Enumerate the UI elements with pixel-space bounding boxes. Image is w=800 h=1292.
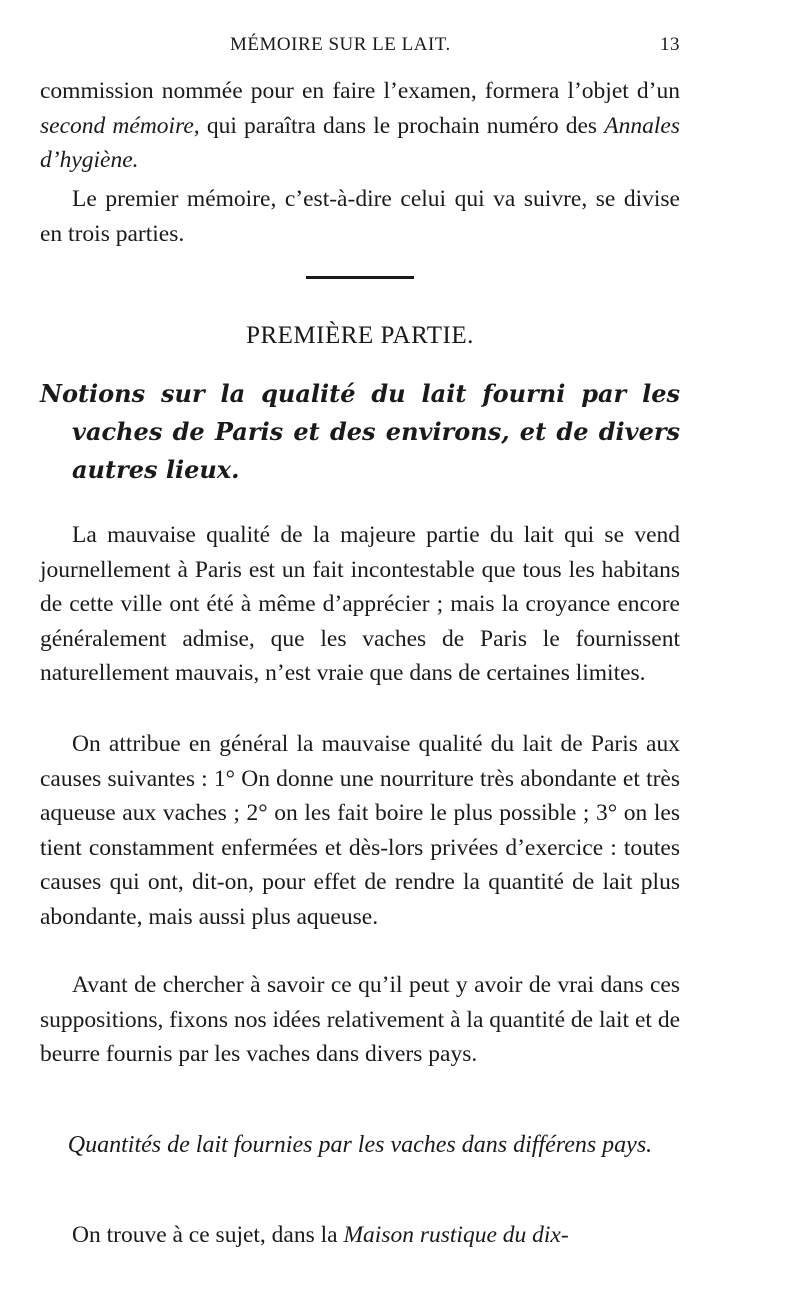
section-text: On trouve à ce sujet, dans la (72, 1222, 344, 1248)
part-subtitle: Notions sur la qualité du lait fourni par les vaches de Paris et des environs, et de divers autres lieux. (40, 379, 680, 484)
section-divider (306, 276, 414, 279)
body-paragraph-1: La mauvaise qualité de la majeure partie du lait qui se vend journellement à Paris est un fait incontestable que tous les habitans de cette ville ont été à même d’apprécier ; mais la croyance encore généralement admise, que les vaches de Paris le fournissent naturellement mauvais, n’est vraie que dans de certaines limites. (40, 522, 680, 686)
running-title: MÉMOIRE SUR LE LAIT. (230, 34, 451, 55)
intro-text-2: qui paraîtra dans le prochain numéro des (199, 112, 605, 139)
intro-text-1: commission nommée pour en faire l’examen, formera l’objet d’un (40, 78, 680, 104)
intro-paragraph-1 (40, 74, 680, 178)
section-paragraph-1 (40, 1218, 680, 1253)
body-paragraph-3: Avant de chercher à savoir ce qu’il peut y avoir de vrai dans ces suppositions, fixons nos idées relativement à la quantité de lait et de beurre fournis par les vaches dans divers pays. (40, 972, 680, 1067)
book-page (40, 0, 680, 1292)
section-heading: Quantités de lait fournies par les vaches dans différens pays. (67, 1132, 653, 1158)
intro-emphasis-1: second mémoire, (40, 112, 200, 139)
page-number: 13 (660, 34, 680, 55)
body-paragraph-2: On attribue en général la mauvaise qualité du lait de Paris aux causes suivantes : 1° On donne une nourriture très abondante et très aqueuse aux vaches ; 2° on les fait boire le plus possible ; 3° on les tient constamment enfermées et dès-lors privées d’exercice : toutes causes qui ont, dit-on, pour effet de rendre la quantité de lait plus abondante, mais aussi plus aqueuse. (40, 731, 680, 930)
intro-paragraph-2: Le premier mémoire, c’est-à-dire celui qui va suivre, se divise en trois parties. (40, 186, 680, 247)
page-header (40, 34, 680, 64)
intro-emphasis-2: Annales d’hygiène. (40, 112, 680, 173)
section-emphasis: Maison rustique du dix- (343, 1222, 569, 1248)
part-heading: PREMIÈRE PARTIE. (246, 322, 474, 349)
